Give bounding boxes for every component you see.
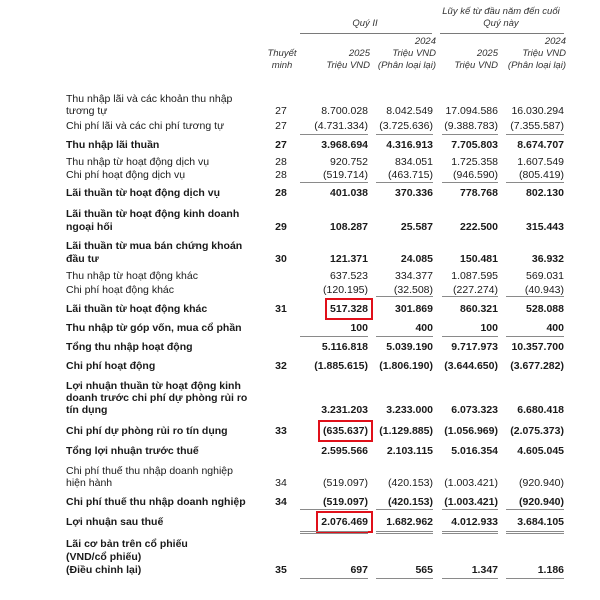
- row-value-2025-ytd: 1.347: [471, 564, 498, 576]
- row-value-2024-ytd: 10.357.700: [511, 341, 564, 353]
- row-value-2024-q: (463.715): [388, 169, 433, 181]
- row-value-2025-ytd: (9.388.783): [444, 120, 498, 132]
- row-value-2024-ytd: 315.443: [526, 221, 564, 233]
- row-note: 34: [275, 496, 287, 508]
- row-label-cont: (VND/cổ phiếu): [66, 551, 142, 563]
- row-label: Thu nhập từ góp vốn, mua cổ phần: [66, 322, 242, 334]
- total-rule: [376, 533, 433, 534]
- row-label-cont: doanh trước chi phí dự phòng rủi ro: [66, 392, 248, 404]
- row-value-2025-q: 697: [350, 564, 368, 576]
- row-note: 27: [275, 120, 287, 132]
- row-label-cont: tín dụng: [66, 404, 108, 416]
- subtotal-rule: [376, 182, 433, 183]
- row-note: 27: [275, 139, 287, 151]
- header-col3-unit: Triệu VND: [454, 60, 498, 71]
- row-note: 27: [275, 105, 287, 117]
- subtotal-rule: [300, 182, 368, 183]
- row-note: 30: [275, 253, 287, 265]
- row-value-2024-q: 370.336: [395, 187, 433, 199]
- row-note: 28: [275, 169, 287, 181]
- row-label-cont: hiện hành: [66, 477, 113, 489]
- row-value-2024-q: 565: [415, 564, 433, 576]
- row-note: 34: [275, 477, 287, 489]
- row-label-cont: đầu tư: [66, 253, 99, 265]
- row-value-2025-ytd: 5.016.354: [451, 445, 498, 457]
- row-value-2025-q: 100: [350, 322, 368, 334]
- row-label: Thu nhập từ hoạt động khác: [66, 270, 198, 282]
- row-value-2024-q: (420.153): [388, 496, 433, 508]
- row-value-2024-q: 334.377: [395, 270, 433, 282]
- row-value-2025-q: 5.116.818: [321, 341, 368, 353]
- row-value-2024-q: 3.233.000: [386, 404, 433, 416]
- total-rule: [506, 533, 564, 534]
- subtotal-rule: [506, 296, 564, 297]
- row-value-2025-q: 121.371: [330, 253, 368, 265]
- row-value-2025-q: 2.595.566: [321, 445, 368, 457]
- row-value-2024-ytd: 1.186: [537, 564, 564, 576]
- row-value-2024-ytd: (920.940): [519, 477, 564, 489]
- row-value-2024-ytd: 4.605.045: [517, 445, 564, 457]
- row-value-2024-q: 2.103.115: [386, 445, 433, 457]
- row-note: 32: [275, 360, 287, 372]
- row-note: 33: [275, 425, 287, 437]
- header-col3-year: 2025: [476, 48, 498, 59]
- row-value-2024-q: 5.039.190: [386, 341, 433, 353]
- total-rule: [506, 578, 564, 579]
- subtotal-rule: [506, 509, 564, 510]
- row-value-2025-ytd: 860.321: [460, 303, 498, 315]
- subtotal-rule: [376, 509, 433, 510]
- total-rule: [376, 531, 433, 532]
- row-value-2025-q: (519.097): [323, 477, 368, 489]
- row-value-2024-q: (3.725.636): [379, 120, 433, 132]
- header-col2-note: (Phân loại lại): [377, 60, 436, 71]
- subtotal-rule: [506, 134, 564, 135]
- row-note: 35: [275, 564, 287, 576]
- row-value-2025-q: (519.714): [323, 169, 368, 181]
- subtotal-rule: [442, 134, 498, 135]
- row-value-2024-q: (420.153): [388, 477, 433, 489]
- subtotal-rule: [506, 182, 564, 183]
- subtotal-rule: [300, 336, 368, 337]
- row-value-2025-ytd: (1.003.421): [444, 496, 498, 508]
- row-label-cont: tương tự: [66, 105, 108, 117]
- row-label: Lãi thuần từ mua bán chứng khoán: [66, 240, 243, 252]
- row-value-2024-ytd: 400: [546, 322, 564, 334]
- row-value-2025-q: (120.195): [323, 284, 368, 296]
- subtotal-rule: [376, 336, 433, 337]
- row-label: Lãi thuần từ hoạt động khác: [66, 303, 208, 315]
- row-value-2024-ytd: (3.677.282): [510, 360, 564, 372]
- row-value-2025-ytd: 100: [480, 322, 498, 334]
- row-value-2025-ytd: 17.094.586: [445, 105, 498, 117]
- row-value-2025-q: 108.287: [330, 221, 368, 233]
- header-col2-year: 2024: [414, 36, 436, 47]
- row-value-2024-q: 25.587: [400, 221, 433, 233]
- row-value-2024-q: 8.042.549: [386, 105, 433, 117]
- row-value-2025-q: 637.523: [330, 270, 368, 282]
- highlight-box: 517.328: [330, 303, 368, 315]
- row-note: 31: [275, 303, 287, 315]
- row-value-2024-ytd: 8.674.707: [517, 139, 564, 151]
- total-rule: [300, 533, 368, 534]
- subtotal-rule: [442, 182, 498, 183]
- subtotal-rule: [376, 134, 433, 135]
- header-rule-ytd: [440, 33, 564, 34]
- total-rule: [442, 531, 498, 532]
- subtotal-rule: [442, 296, 498, 297]
- highlight-box: 2.076.469: [321, 516, 368, 528]
- row-value-2025-q: 920.752: [330, 156, 368, 168]
- row-value-2024-ytd: (2.075.373): [510, 425, 564, 437]
- row-label: Chi phí lãi và các chi phí tương tự: [66, 120, 225, 132]
- row-value-2025-q: 3.231.203: [321, 404, 368, 416]
- row-label: Tổng lợi nhuận trước thuế: [66, 445, 199, 457]
- row-label-cont: ngoại hối: [66, 221, 113, 233]
- row-value-2025-q: [296, 425, 368, 437]
- total-rule: [442, 533, 498, 534]
- row-note: 28: [275, 156, 287, 168]
- row-label: Chi phí hoạt động dịch vụ: [66, 169, 186, 181]
- row-value-2024-q: 4.316.913: [386, 139, 433, 151]
- row-label: Lợi nhuận thuần từ hoạt động kinh: [66, 380, 241, 392]
- row-value-2024-q: 24.085: [400, 253, 433, 265]
- subtotal-rule: [442, 336, 498, 337]
- row-value-2024-ytd: 3.684.105: [517, 516, 564, 528]
- row-label: Lợi nhuận sau thuế: [66, 516, 164, 528]
- header-col1-year: 2025: [348, 48, 370, 59]
- row-label: Chi phí hoạt động: [66, 360, 156, 372]
- row-note: 29: [275, 221, 287, 233]
- row-value-2024-q: (32.508): [393, 284, 433, 296]
- row-value-2025-ytd: 4.012.933: [451, 516, 498, 528]
- row-value-2025-q: (1.885.615): [314, 360, 368, 372]
- row-label: Thu nhập lãi thuần: [66, 139, 160, 151]
- row-value-2025-q: (4.731.334): [314, 120, 368, 132]
- row-value-2024-q: (1.806.190): [379, 360, 433, 372]
- row-value-2024-ytd: 16.030.294: [511, 105, 564, 117]
- header-quarter: Quý II: [352, 18, 378, 29]
- row-value-2024-ytd: 6.680.418: [517, 404, 564, 416]
- row-value-2024-q: 301.869: [395, 303, 433, 315]
- row-value-2024-q: 834.051: [395, 156, 433, 168]
- row-value-2025-ytd: 778.768: [460, 187, 498, 199]
- row-label: Lãi thuần từ hoạt động dịch vụ: [66, 187, 221, 199]
- subtotal-rule: [442, 509, 498, 510]
- row-value-2025-ytd: (227.274): [453, 284, 498, 296]
- subtotal-rule: [506, 336, 564, 337]
- row-value-2025-q: 8.700.028: [321, 105, 368, 117]
- total-rule: [300, 578, 368, 579]
- row-value-2024-ytd: 528.088: [526, 303, 564, 315]
- row-value-2025-q: (519.097): [323, 496, 368, 508]
- row-label: Chi phí thuế thu nhập doanh nghiệp: [66, 496, 246, 508]
- row-label: Chi phí hoạt động khác: [66, 284, 174, 296]
- total-rule: [506, 531, 564, 532]
- header-note: Thuyết minh: [267, 48, 297, 71]
- total-rule: [376, 578, 433, 579]
- row-label-cont: (Điều chỉnh lại): [66, 564, 142, 576]
- header-col4-note: (Phân loại lại): [507, 60, 566, 71]
- row-value-2024-q: 400: [415, 322, 433, 334]
- row-value-2025-ytd: 150.481: [460, 253, 498, 265]
- row-value-2024-ytd: 1.607.549: [517, 156, 564, 168]
- row-value-2025-ytd: 222.500: [460, 221, 498, 233]
- row-label: Lãi cơ bản trên cổ phiếu: [66, 538, 188, 550]
- total-rule: [442, 578, 498, 579]
- row-value-2025-q: 3.968.694: [321, 139, 368, 151]
- row-value-2025-ytd: 1.087.595: [451, 270, 498, 282]
- highlight-box: (635.637): [323, 425, 368, 437]
- subtotal-rule: [300, 134, 368, 135]
- row-value-2024-ytd: (40.943): [524, 284, 564, 296]
- row-label: Thu nhập lãi và các khoản thu nhập: [66, 93, 233, 105]
- row-value-2025-ytd: 6.073.323: [451, 404, 498, 416]
- row-value-2025-q: [296, 303, 368, 315]
- row-value-2024-q: (1.129.885): [379, 425, 433, 437]
- row-label: Chi phí thuế thu nhập doanh nghiệp: [66, 465, 233, 477]
- row-value-2025-q: [296, 516, 368, 528]
- header-col4-unit: Triệu VND: [522, 48, 566, 59]
- row-value-2024-ytd: (7.355.587): [510, 120, 564, 132]
- row-note: 28: [275, 187, 287, 199]
- row-value-2025-ytd: 7.705.803: [451, 139, 498, 151]
- row-value-2024-ytd: 36.932: [531, 253, 564, 265]
- row-label: Tổng thu nhập hoạt động: [66, 341, 193, 353]
- header-col2-unit: Triệu VND: [392, 48, 436, 59]
- row-label: Thu nhập từ hoạt động dịch vụ: [66, 156, 210, 168]
- total-rule: [300, 531, 368, 532]
- header-rule-quarter: [300, 33, 432, 34]
- row-label: Lãi thuần từ hoạt động kinh doanh: [66, 208, 240, 220]
- header-col4-year: 2024: [544, 36, 566, 47]
- row-value-2024-q: 1.682.962: [386, 516, 433, 528]
- row-value-2025-ytd: (3.644.650): [444, 360, 498, 372]
- subtotal-rule: [300, 509, 368, 510]
- row-value-2025-ytd: (1.003.421): [444, 477, 498, 489]
- row-value-2024-ytd: 569.031: [526, 270, 564, 282]
- row-value-2025-ytd: 9.717.973: [451, 341, 498, 353]
- header-col1-unit: Triệu VND: [326, 60, 370, 71]
- row-value-2024-ytd: 802.130: [526, 187, 564, 199]
- header-ytd: Lũy kế từ đầu năm đến cuối Quý này: [442, 6, 560, 29]
- subtotal-rule: [376, 296, 433, 297]
- row-value-2025-ytd: (1.056.969): [444, 425, 498, 437]
- row-value-2024-ytd: (805.419): [519, 169, 564, 181]
- row-value-2024-ytd: (920.940): [519, 496, 564, 508]
- row-value-2025-ytd: 1.725.358: [451, 156, 498, 168]
- row-label: Chi phí dự phòng rủi ro tín dụng: [66, 425, 228, 437]
- row-value-2025-ytd: (946.590): [453, 169, 498, 181]
- row-value-2025-q: 401.038: [330, 187, 368, 199]
